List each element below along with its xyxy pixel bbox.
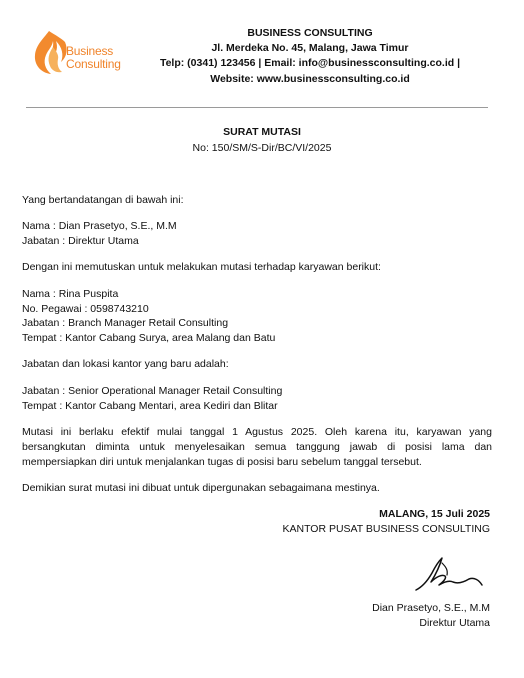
new-assignment-block — [22, 384, 492, 413]
flame-logo-icon — [31, 29, 71, 79]
signer-name: Nama : Dian Prasetyo, S.E., M.M — [22, 220, 177, 232]
company-contact: Telp: (0341) 123456 | Email: info@businessconsulting.co.id | — [159, 57, 461, 70]
place-date: MALANG, 15 Juli 2025 — [379, 508, 490, 520]
signature-name: Dian Prasetyo, S.E., M.M — [372, 602, 490, 614]
decision-text: Dengan ini memutuskan untuk melakukan mutasi terhadap karyawan berikut: — [22, 261, 381, 273]
employee-block — [22, 287, 492, 345]
letter-title: SURAT MUTASI — [223, 126, 301, 138]
office-name: KANTOR PUSAT BUSINESS CONSULTING — [282, 523, 490, 535]
opening-text: Yang bertandatangan di bawah ini: — [22, 194, 184, 206]
company-name: BUSINESS CONSULTING — [247, 27, 373, 39]
employee-place: Tempat : Kantor Cabang Surya, area Malang dan Batu — [22, 331, 276, 344]
new-assignment-intro: Jabatan dan lokasi kantor yang baru adalah: — [22, 358, 229, 370]
signer-position: Jabatan : Direktur Utama — [22, 234, 139, 247]
new-position: Jabatan : Senior Operational Manager Retail Consulting — [22, 385, 283, 397]
signature-position: Direktur Utama — [419, 617, 490, 629]
employee-name: Nama : Rina Puspita — [22, 288, 119, 300]
signature-image — [412, 555, 488, 595]
employee-position: Jabatan : Branch Manager Retail Consulting — [22, 317, 229, 329]
effective-date-paragraph: Mutasi ini berlaku efektif mulai tanggal 1 Agustus 2025. Oleh karena itu, karyawan yang bersangkutan diminta untuk menyelesaikan semua tanggung jawab di posisi lama dan mempersiapkan diri untuk menjalankan tugas di posisi baru sebelum tanggal tersebut. — [22, 426, 492, 468]
logo-text-business: Business — [66, 44, 114, 58]
company-address: Jl. Merdeka No. 45, Malang, Jawa Timur — [211, 42, 409, 55]
letterhead — [135, 26, 485, 87]
company-logo — [31, 29, 131, 79]
letter-number: No: 150/SM/S-Dir/BC/VI/2025 — [192, 142, 332, 154]
letterhead-divider — [26, 107, 488, 108]
signer-block — [22, 219, 492, 248]
logo-text-consulting: Consulting — [66, 57, 121, 71]
new-place: Tempat : Kantor Cabang Mentari, area Kediri dan Blitar — [22, 399, 278, 412]
company-website: Website: www.businessconsulting.co.id — [210, 72, 410, 85]
employee-id: No. Pegawai : 0598743210 — [22, 302, 149, 315]
closing-text: Demikian surat mutasi ini dibuat untuk dipergunakan sebagaimana mestinya. — [22, 482, 380, 494]
